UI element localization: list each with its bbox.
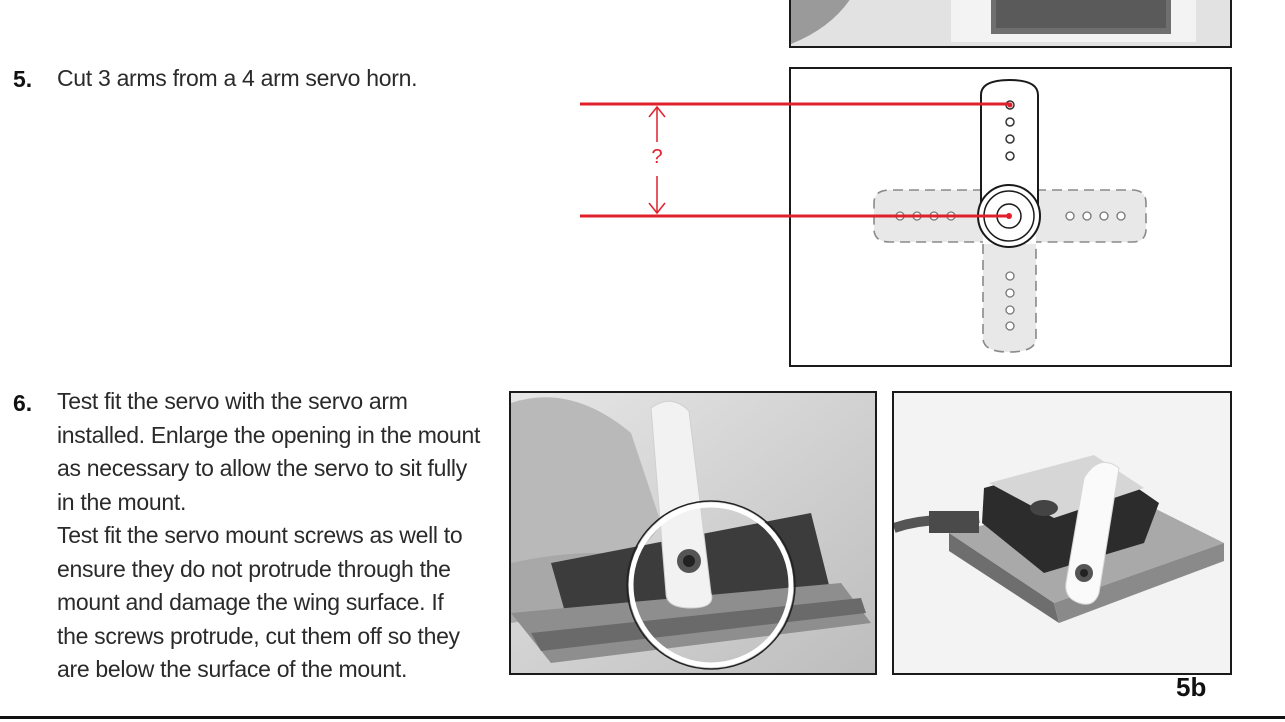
dimension-arrow [649,107,665,213]
step-5-text [57,62,417,96]
step-6-line: mount and damage the wing surface. If [57,589,444,615]
servo-in-mount-photo [892,391,1232,675]
test-fit-photo [509,391,877,675]
step-6-line: are below the surface of the mount. [57,656,408,682]
step-5-number: 5. [13,66,33,92]
step-5-line: Cut 3 arms from a 4 arm servo horn. [57,65,418,91]
step-6-line: in the mount. [57,488,187,515]
step-6-line: ensure they do not protrude through the [57,555,451,582]
page-number: 5b [1176,672,1207,702]
step-6-text [57,385,480,687]
step-6-line: Test fit the servo with the servo arm [57,388,408,414]
step-6-number: 6. [13,390,33,416]
step-6-line: the screws protrude, cut them off so they [57,622,460,649]
step-6-line: as necessary to allow the servo to sit fully [57,455,467,481]
test-fit-photo-art [511,393,875,673]
previous-step-photo-art [791,0,1232,48]
previous-step-photo [789,0,1232,48]
dimension-label: ? [651,146,663,168]
step-6-line: installed. Enlarge the opening in the mount [57,421,481,448]
step-6-line: Test fit the servo mount screws as well to [57,522,463,548]
bottom-rule [0,716,1285,719]
servo-in-mount-photo-art [894,393,1230,673]
servo-horn-diagram [789,67,1232,367]
